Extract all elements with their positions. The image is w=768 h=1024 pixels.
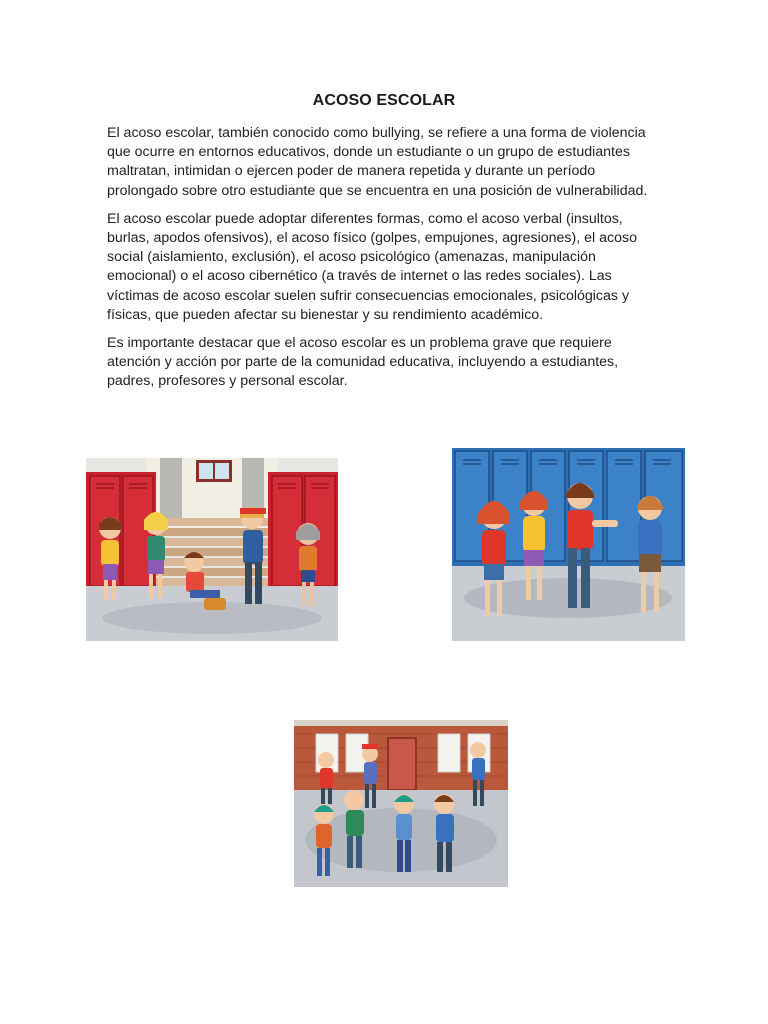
document-title: ACOSO ESCOLAR <box>312 92 456 109</box>
illustration-red-lockers-hallway <box>86 458 338 641</box>
illustration-school-yard-fight <box>294 720 508 887</box>
document-body <box>107 124 667 401</box>
paragraph-2: El acoso escolar puede adoptar diferentes formas, como el acoso verbal (insultos, burlas, apodos ofensivos), el acoso físico (golpes, empujones, agresiones), el acoso social (aislamiento, exclusión), el acoso psicológico (amenazas, manipulación emocional) o el acoso cibernético (a través de internet o las redes sociales). Las víctimas de acoso escolar suelen sufrir consecuencias emocionales, psicológicas y físicas, que pueden afectar su bienestar y su rendimiento académico. <box>107 210 637 323</box>
illustration-blue-lockers <box>452 448 685 641</box>
paragraph-1: El acoso escolar, también conocido como bullying, se refiere a una forma de violencia que ocurre en entornos educativos, donde un estudiante o un grupo de estudiantes maltratan, intimidan o ejercen poder de manera repetida y durante un período prolongado sobre otro estudiante que se encuentra en una posición de vulnerabilidad. <box>107 125 648 199</box>
paragraph-3: Es importante destacar que el acoso escolar es un problema grave que requiere atención y acción por parte de la comunidad educativa, incluyendo a estudiantes, padres, profesores y personal escolar. <box>107 335 619 390</box>
